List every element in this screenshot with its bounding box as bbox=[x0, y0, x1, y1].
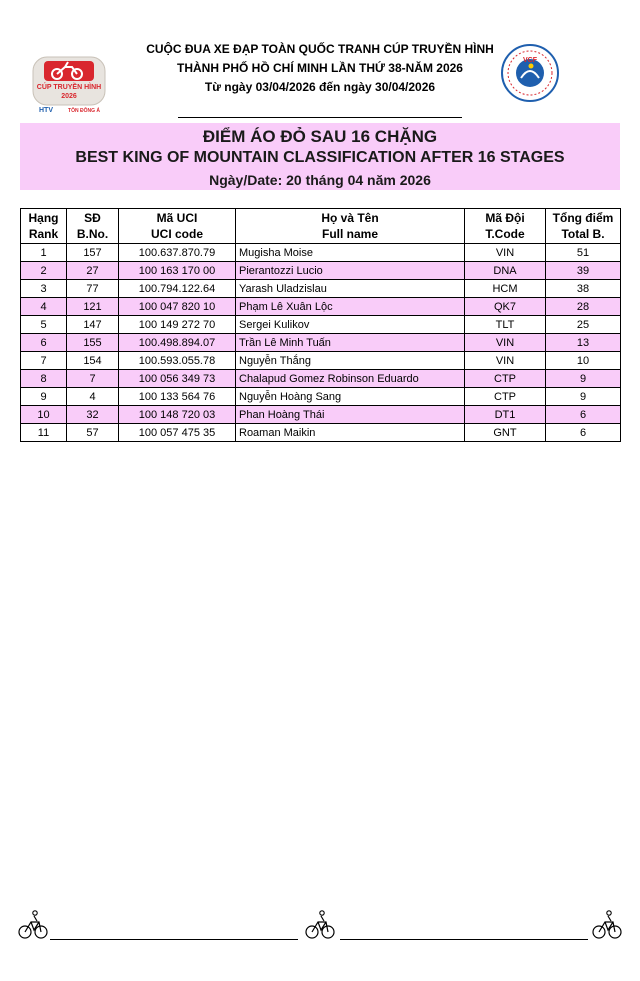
header-rank bbox=[21, 209, 67, 244]
table-row bbox=[21, 316, 621, 334]
cell-team: VIN bbox=[465, 334, 546, 352]
event-logo bbox=[30, 55, 108, 115]
cell-bib: 147 bbox=[67, 316, 119, 334]
cell-uci: 100 148 720 03 bbox=[119, 406, 236, 424]
cell-team: GNT bbox=[465, 424, 546, 442]
header-name-vn: Họ và Tên bbox=[321, 211, 379, 225]
cell-uci: 100 133 564 76 bbox=[119, 388, 236, 406]
title-date: Ngày/Date: 20 tháng 04 năm 2026 bbox=[209, 172, 431, 188]
cell-uci: 100 163 170 00 bbox=[119, 262, 236, 280]
cell-rank: 5 bbox=[21, 316, 67, 334]
cell-bib: 77 bbox=[67, 280, 119, 298]
header-rank-vn: Hạng bbox=[28, 211, 59, 225]
header-line-1: CUỘC ĐUA XE ĐẠP TOÀN QUỐC TRANH CÚP TRUYỀN HÌNH bbox=[146, 42, 494, 56]
cell-team: HCM bbox=[465, 280, 546, 298]
cell-total: 51 bbox=[546, 244, 621, 262]
header-total-en: Total B. bbox=[561, 227, 605, 241]
event-header bbox=[110, 40, 530, 97]
cell-bib: 32 bbox=[67, 406, 119, 424]
cell-team: QK7 bbox=[465, 298, 546, 316]
cell-total: 6 bbox=[546, 406, 621, 424]
cell-name: Chalapud Gomez Robinson Eduardo bbox=[236, 370, 465, 388]
table-row bbox=[21, 280, 621, 298]
cell-total: 10 bbox=[546, 352, 621, 370]
cell-total: 9 bbox=[546, 370, 621, 388]
cell-rank: 2 bbox=[21, 262, 67, 280]
logo-year: 2026 bbox=[61, 93, 77, 100]
header-total-vn: Tổng điểm bbox=[552, 211, 614, 225]
cell-team: CTP bbox=[465, 370, 546, 388]
cell-rank: 9 bbox=[21, 388, 67, 406]
cell-name: Roaman Maikin bbox=[236, 424, 465, 442]
cell-uci: 100.593.055.78 bbox=[119, 352, 236, 370]
cell-team: DT1 bbox=[465, 406, 546, 424]
cell-uci: 100.498.894.07 bbox=[119, 334, 236, 352]
cyclist-icon bbox=[18, 908, 48, 940]
cell-uci: 100 047 820 10 bbox=[119, 298, 236, 316]
cell-uci: 100 149 272 70 bbox=[119, 316, 236, 334]
cell-bib: 155 bbox=[67, 334, 119, 352]
cyclist-icon bbox=[305, 908, 335, 940]
header-name bbox=[236, 209, 465, 244]
cell-total: 39 bbox=[546, 262, 621, 280]
cell-team: VIN bbox=[465, 352, 546, 370]
cell-team: DNA bbox=[465, 262, 546, 280]
table-row bbox=[21, 388, 621, 406]
cell-team: CTP bbox=[465, 388, 546, 406]
cell-total: 6 bbox=[546, 424, 621, 442]
header-uci bbox=[119, 209, 236, 244]
cell-uci: 100 057 475 35 bbox=[119, 424, 236, 442]
cell-uci: 100.637.870.79 bbox=[119, 244, 236, 262]
cell-team: TLT bbox=[465, 316, 546, 334]
cell-name: Trần Lê Minh Tuấn bbox=[236, 334, 465, 352]
cell-uci: 100 056 349 73 bbox=[119, 370, 236, 388]
header-name-en: Full name bbox=[321, 227, 378, 241]
cell-total: 13 bbox=[546, 334, 621, 352]
table-row bbox=[21, 334, 621, 352]
cell-bib: 57 bbox=[67, 424, 119, 442]
cell-total: 38 bbox=[546, 280, 621, 298]
cell-bib: 121 bbox=[67, 298, 119, 316]
classification-title-box bbox=[20, 123, 620, 190]
cyclist-icon bbox=[592, 908, 622, 940]
signature-line bbox=[50, 939, 298, 940]
table-row bbox=[21, 352, 621, 370]
cell-name: Mugisha Moise bbox=[236, 244, 465, 262]
cell-rank: 1 bbox=[21, 244, 67, 262]
header-divider bbox=[178, 117, 462, 118]
header-total bbox=[546, 209, 621, 244]
cell-rank: 3 bbox=[21, 280, 67, 298]
cell-rank: 4 bbox=[21, 298, 67, 316]
cell-bib: 4 bbox=[67, 388, 119, 406]
cell-total: 25 bbox=[546, 316, 621, 334]
cell-bib: 7 bbox=[67, 370, 119, 388]
cell-rank: 7 bbox=[21, 352, 67, 370]
table-row bbox=[21, 262, 621, 280]
cell-name: Nguyễn Hoàng Sang bbox=[236, 388, 465, 406]
htv-logo: HTV bbox=[39, 107, 53, 114]
cell-bib: 27 bbox=[67, 262, 119, 280]
cell-bib: 157 bbox=[67, 244, 119, 262]
cell-name: Yarash Uladzislau bbox=[236, 280, 465, 298]
cell-name: Phạm Lê Xuân Lộc bbox=[236, 298, 465, 316]
table-row bbox=[21, 370, 621, 388]
signature-line bbox=[340, 939, 588, 940]
table-row bbox=[21, 424, 621, 442]
header-bib-vn: SĐ bbox=[84, 211, 101, 225]
table-row bbox=[21, 406, 621, 424]
sponsor-logo: TÔN ĐÔNG Á bbox=[68, 108, 100, 114]
title-english: BEST KING OF MOUNTAIN CLASSIFICATION AFTER 16 STAGES bbox=[75, 149, 565, 166]
table-row bbox=[21, 298, 621, 316]
logo-text: CÚP TRUYỀN HÌNH bbox=[36, 84, 102, 91]
table-row bbox=[21, 244, 621, 262]
cell-name: Pierantozzi Lucio bbox=[236, 262, 465, 280]
header-team bbox=[465, 209, 546, 244]
header-bib-en: B.No. bbox=[76, 227, 109, 241]
header-bib bbox=[67, 209, 119, 244]
header-line-2: THÀNH PHỐ HỒ CHÍ MINH LẦN THỨ 38-NĂM 2026 bbox=[177, 61, 463, 75]
cell-rank: 6 bbox=[21, 334, 67, 352]
vcf-logo-text: VCF bbox=[523, 57, 537, 64]
cell-bib: 154 bbox=[67, 352, 119, 370]
cell-total: 28 bbox=[546, 298, 621, 316]
cell-rank: 8 bbox=[21, 370, 67, 388]
header-uci-en: UCI code bbox=[150, 227, 203, 241]
cell-total: 9 bbox=[546, 388, 621, 406]
header-line-3: Từ ngày 03/04/2026 đến ngày 30/04/2026 bbox=[204, 80, 436, 94]
cell-uci: 100.794.122.64 bbox=[119, 280, 236, 298]
cell-rank: 10 bbox=[21, 406, 67, 424]
header-rank-en: Rank bbox=[28, 227, 59, 241]
results-table bbox=[20, 208, 621, 442]
cell-name: Sergei Kulikov bbox=[236, 316, 465, 334]
header-uci-vn: Mã UCI bbox=[156, 211, 198, 225]
table-header-row bbox=[21, 209, 621, 244]
cell-name: Nguyễn Thắng bbox=[236, 352, 465, 370]
title-vietnamese: ĐIỂM ÁO ĐỎ SAU 16 CHẶNG bbox=[202, 127, 438, 146]
header-team-en: T.Code bbox=[485, 227, 525, 241]
cell-rank: 11 bbox=[21, 424, 67, 442]
cell-name: Phan Hoàng Thái bbox=[236, 406, 465, 424]
cell-team: VIN bbox=[465, 244, 546, 262]
header-team-vn: Mã Đội bbox=[485, 211, 525, 225]
